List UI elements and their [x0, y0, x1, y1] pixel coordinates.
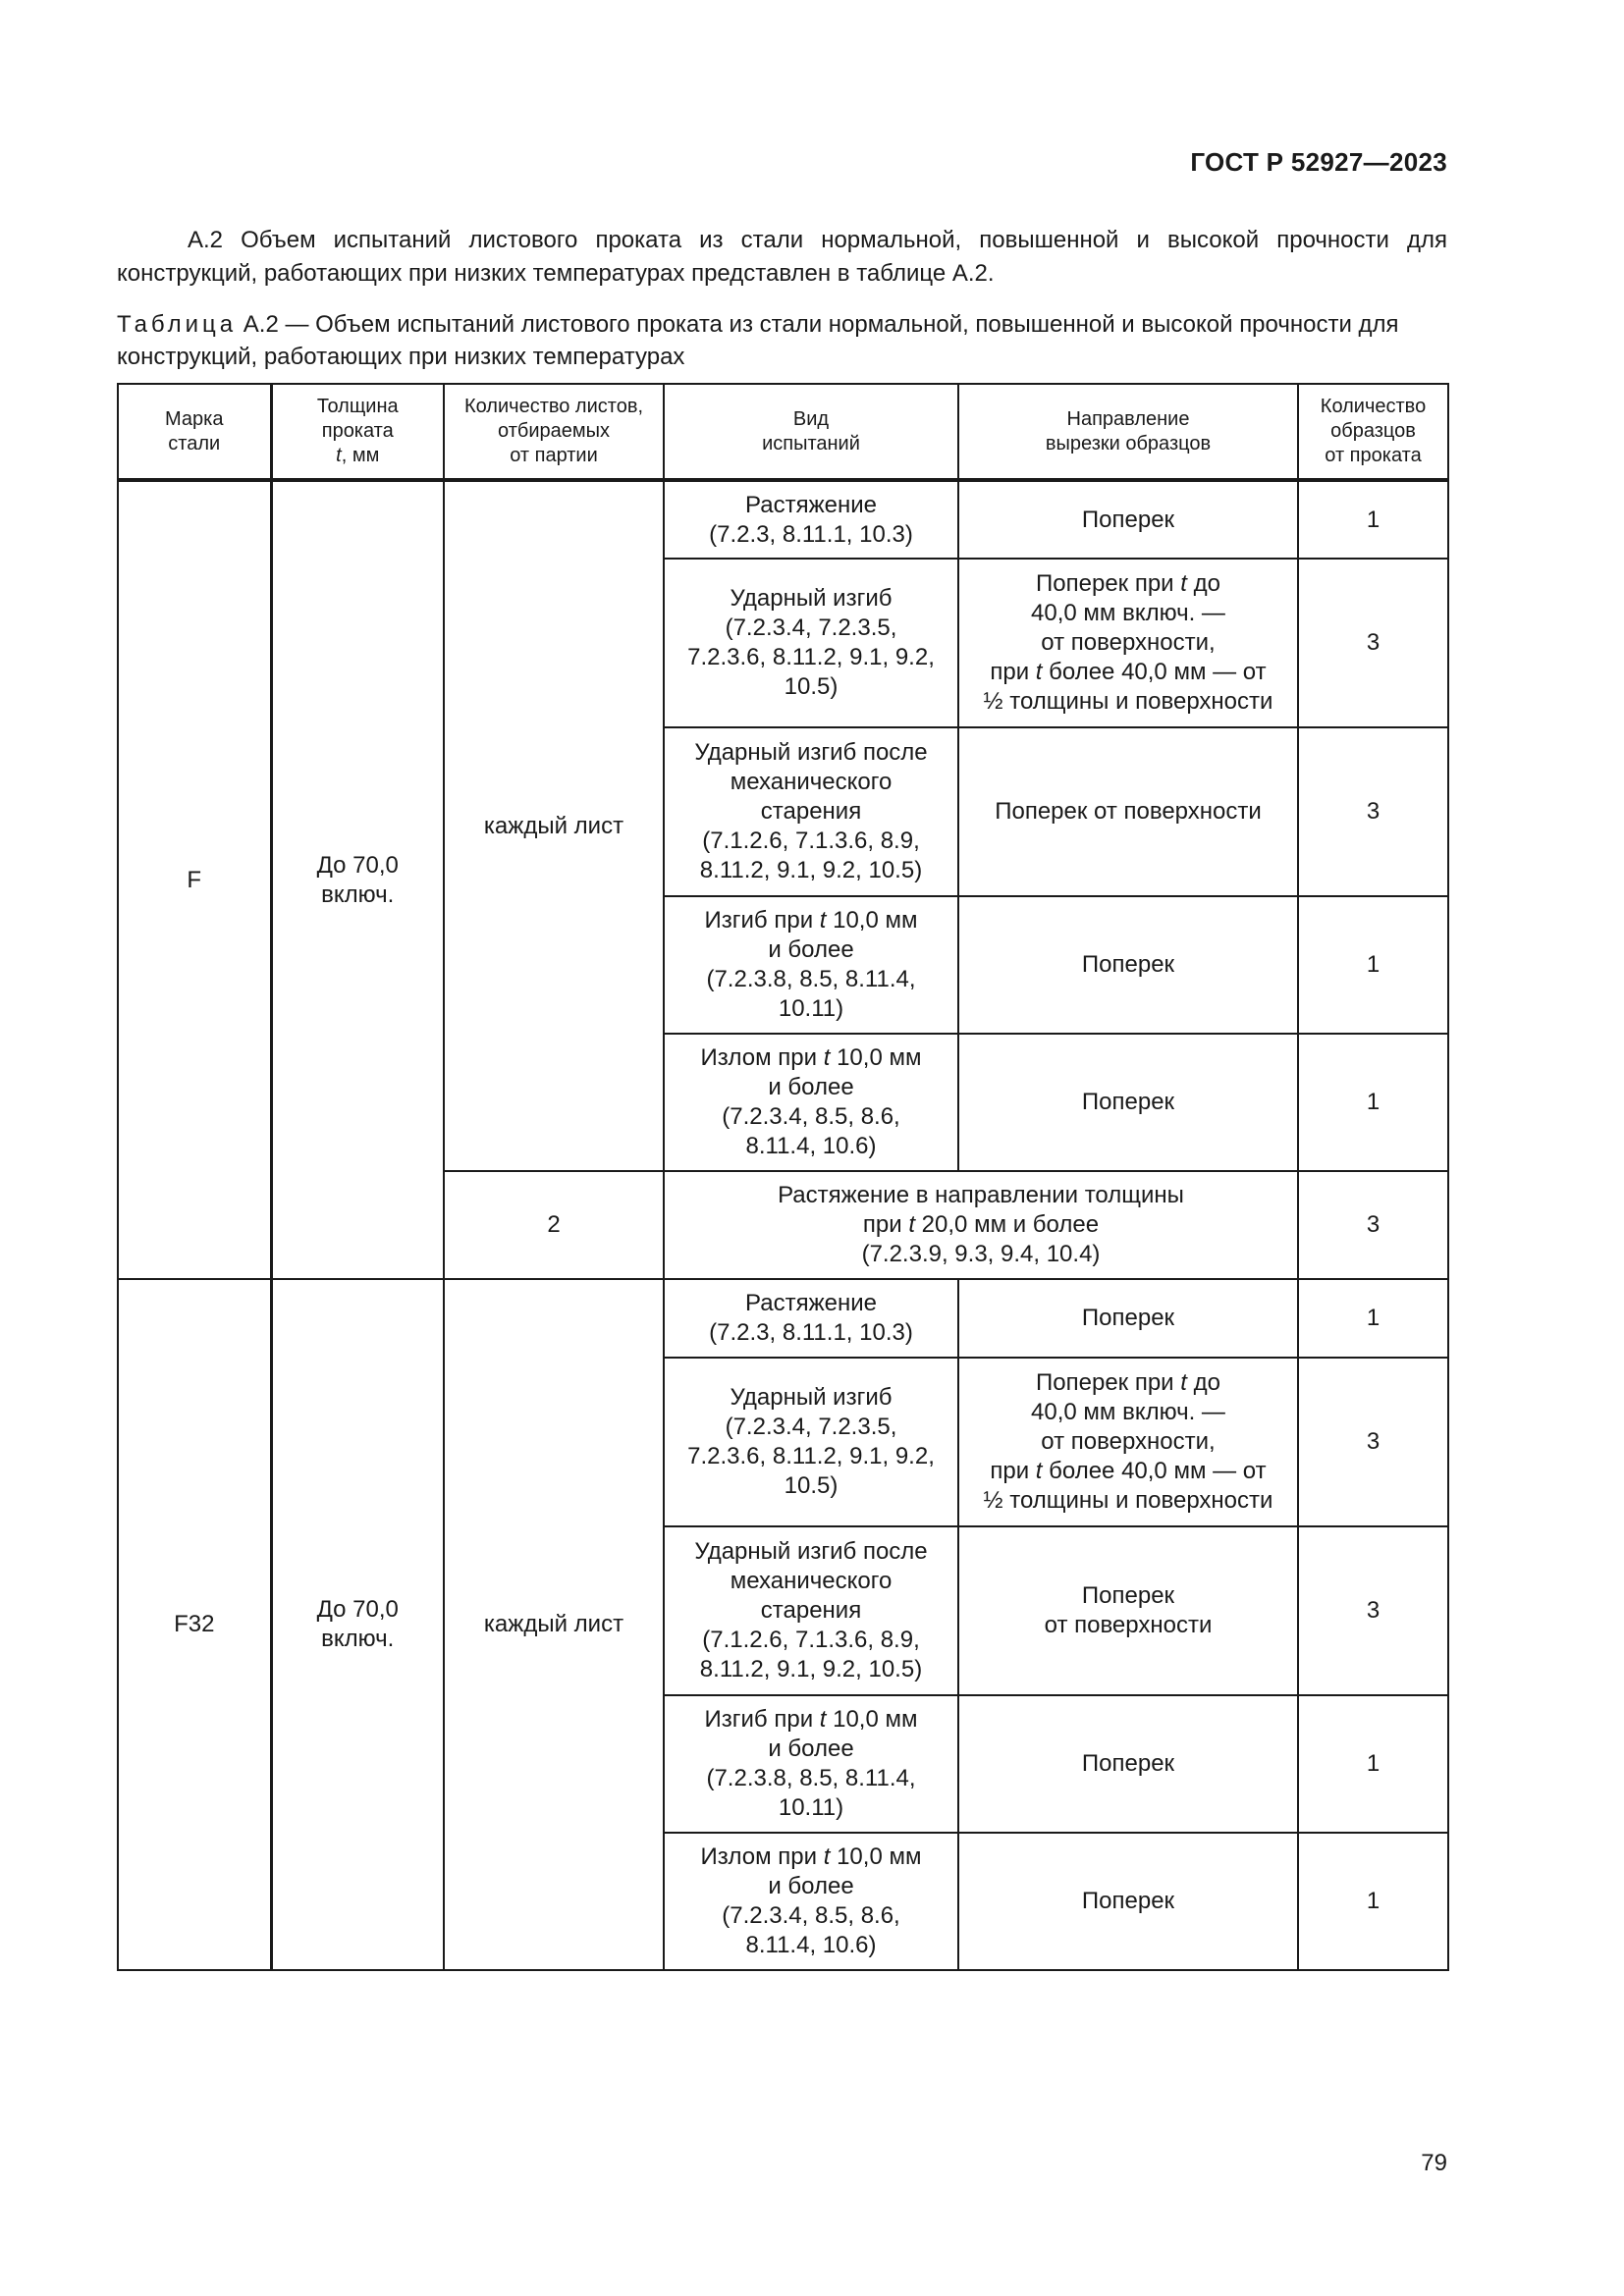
table-caption	[117, 308, 1447, 373]
direction-cell: Поперек	[958, 1695, 1298, 1833]
test-cell: Ударный изгиб после механического старения (7.1.2.6, 7.1.3.6, 8.9, 8.11.2, 9.1, 9.2, 10.5)	[664, 727, 958, 896]
test-volume-table	[117, 383, 1449, 1971]
direction-cell: Поперек при t до 40,0 мм включ. — от поверхности, при t более 40,0 мм — от ½ толщины и поверхности	[958, 1358, 1298, 1526]
direction-cell: Поперек при t до 40,0 мм включ. — от поверхности, при t более 40,0 мм — от ½ толщины и поверхности	[958, 559, 1298, 727]
table-caption-label: Таблица	[117, 311, 238, 338]
direction-cell: Поперек от поверхности	[958, 1526, 1298, 1695]
thickness-f32-cell: До 70,0 включ.	[271, 1279, 444, 1970]
table-row	[118, 480, 1448, 559]
sheets-f-cell: каждый лист	[444, 480, 664, 1171]
header-test-type: Вид испытаний	[664, 384, 958, 480]
test-cell: Растяжение (7.2.3, 8.11.1, 10.3)	[664, 1279, 958, 1358]
test-cell: Изгиб при t 10,0 мм и более (7.2.3.8, 8.5, 8.11.4, 10.11)	[664, 896, 958, 1034]
test-cell: Ударный изгиб (7.2.3.4, 7.2.3.5, 7.2.3.6, 8.11.2, 9.1, 9.2, 10.5)	[664, 1358, 958, 1526]
intro-paragraph: А.2 Объем испытаний листового проката из стали нормальной, повышенной и высокой прочности для конструкций, работающих при низких температурах представлен в таблице А.2.	[117, 227, 1447, 287]
samples-cell: 1	[1298, 896, 1448, 1034]
header-thickness: Толщина проката t, мм	[271, 384, 444, 480]
test-cell: Излом при t 10,0 мм и более (7.2.3.4, 8.5, 8.6, 8.11.4, 10.6)	[664, 1833, 958, 1970]
grade-f32-cell: F32	[118, 1279, 271, 1970]
extra-sheets-cell: 2	[444, 1171, 664, 1279]
document-id: ГОСТ Р 52927—2023	[1190, 147, 1447, 177]
test-cell: Ударный изгиб после механического старения (7.1.2.6, 7.1.3.6, 8.9, 8.11.2, 9.1, 9.2, 10.5)	[664, 1526, 958, 1695]
samples-cell: 3	[1298, 1526, 1448, 1695]
thickness-f-cell: До 70,0 включ.	[271, 480, 444, 1279]
grade-f-cell: F	[118, 480, 271, 1279]
header-grade: Марка стали	[118, 384, 271, 480]
header-sheets: Количество листов, отбираемых от партии	[444, 384, 664, 480]
page-number: 79	[1421, 2150, 1447, 2176]
table-header-row	[118, 384, 1448, 480]
samples-cell: 3	[1298, 727, 1448, 896]
header-direction: Направление вырезки образцов	[958, 384, 1298, 480]
direction-cell: Поперек	[958, 1034, 1298, 1171]
table-row	[118, 1279, 1448, 1358]
samples-cell: 3	[1298, 1358, 1448, 1526]
samples-cell: 1	[1298, 1034, 1448, 1171]
test-cell: Ударный изгиб (7.2.3.4, 7.2.3.5, 7.2.3.6, 8.11.2, 9.1, 9.2, 10.5)	[664, 559, 958, 727]
header-samples: Количество образцов от проката	[1298, 384, 1448, 480]
direction-cell: Поперек от поверхности	[958, 727, 1298, 896]
samples-cell: 3	[1298, 1171, 1448, 1279]
table-caption-text: А.2 — Объем испытаний листового проката из стали нормальной, повышенной и высокой прочности для конструкций, работающих при низких температурах	[117, 311, 1399, 370]
test-cell: Изгиб при t 10,0 мм и более (7.2.3.8, 8.5, 8.11.4, 10.11)	[664, 1695, 958, 1833]
samples-cell: 3	[1298, 559, 1448, 727]
samples-cell: 1	[1298, 1833, 1448, 1970]
samples-cell: 1	[1298, 1279, 1448, 1358]
sheets-f32-cell: каждый лист	[444, 1279, 664, 1970]
extra-test-cell: Растяжение в направлении толщины при t 20,0 мм и более (7.2.3.9, 9.3, 9.4, 10.4)	[664, 1171, 1298, 1279]
samples-cell: 1	[1298, 480, 1448, 559]
direction-cell: Поперек	[958, 1279, 1298, 1358]
direction-cell: Поперек	[958, 896, 1298, 1034]
direction-cell: Поперек	[958, 1833, 1298, 1970]
test-cell: Растяжение (7.2.3, 8.11.1, 10.3)	[664, 480, 958, 559]
test-cell: Излом при t 10,0 мм и более (7.2.3.4, 8.5, 8.6, 8.11.4, 10.6)	[664, 1034, 958, 1171]
direction-cell: Поперек	[958, 480, 1298, 559]
samples-cell: 1	[1298, 1695, 1448, 1833]
